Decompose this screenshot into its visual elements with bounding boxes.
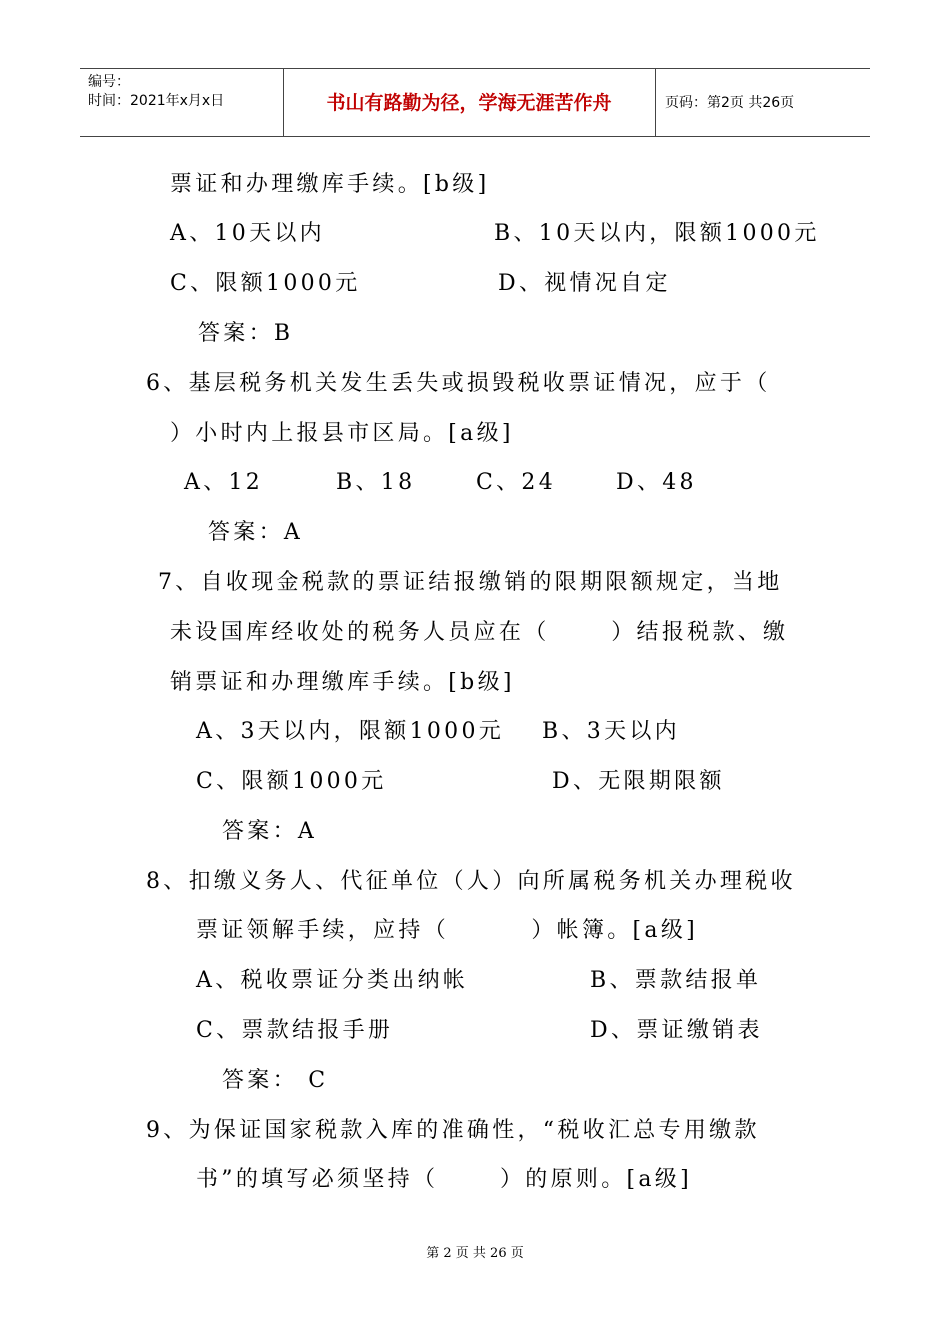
option-b: B、10天以内，限额1000元 [494,221,820,246]
option-a: A、10天以内 [170,221,325,246]
question-text: 8、扣缴义务人、代征单位（人）向所属税务机关办理税收 [146,869,796,894]
document-date: 时间：2021年x月x日 [88,93,225,109]
page-footer: 第 2 页 共 26 页 [426,1246,524,1261]
option-d: D、48 [616,470,697,495]
option-c: C、票款结报手册 [196,1018,394,1043]
header-page-info: 页码：第2页 共26页 [665,95,795,111]
answer: 答案：A [222,819,318,844]
question-text: 书”的填写必须坚持（ ）的原则。[a级] [196,1167,692,1192]
answer: 答案：B [198,321,294,346]
option-d: D、票证缴销表 [590,1018,763,1043]
question-text: 未设国库经收处的税务人员应在（ ）结报税款、缴 [170,620,789,645]
option-a: A、12 [184,470,264,495]
option-b: B、3天以内 [542,719,680,744]
answer: 答案： C [222,1068,329,1093]
option-a: A、税收票证分类出纳帐 [196,968,469,993]
option-d: D、无限期限额 [552,769,725,794]
option-d: D、视情况自定 [498,271,671,296]
question-text: ）小时内上报县市区局。[a级] [170,421,514,446]
question-text: 票证领解手续，应持（ ）帐簿。[a级] [196,918,699,943]
question-text: 9、为保证国家税款入库的准确性，“税收汇总专用缴款 [146,1118,760,1143]
question-text: 6、基层税务机关发生丢失或损毁税收票证情况，应于（ [146,371,771,396]
question-text: 票证和办理缴库手续。[b级] [170,172,490,197]
answer: 答案：A [208,520,304,545]
option-b: B、票款结报单 [590,968,762,993]
question-text: 7、自收现金税款的票证结报缴销的限期限额规定，当地 [158,570,783,595]
header-divider [655,69,656,136]
option-a: A、3天以内，限额1000元 [196,719,505,744]
option-c: C、限额1000元 [170,271,361,296]
page-header [80,68,870,137]
header-motto: 书山有路勤为径，学海无涯苦作舟 [326,92,612,114]
document-number-label: 编号： [88,74,130,90]
question-text: 销票证和办理缴库手续。[b级] [170,670,515,695]
option-c: C、24 [476,470,557,495]
option-c: C、限额1000元 [196,769,387,794]
option-b: B、18 [336,470,416,495]
